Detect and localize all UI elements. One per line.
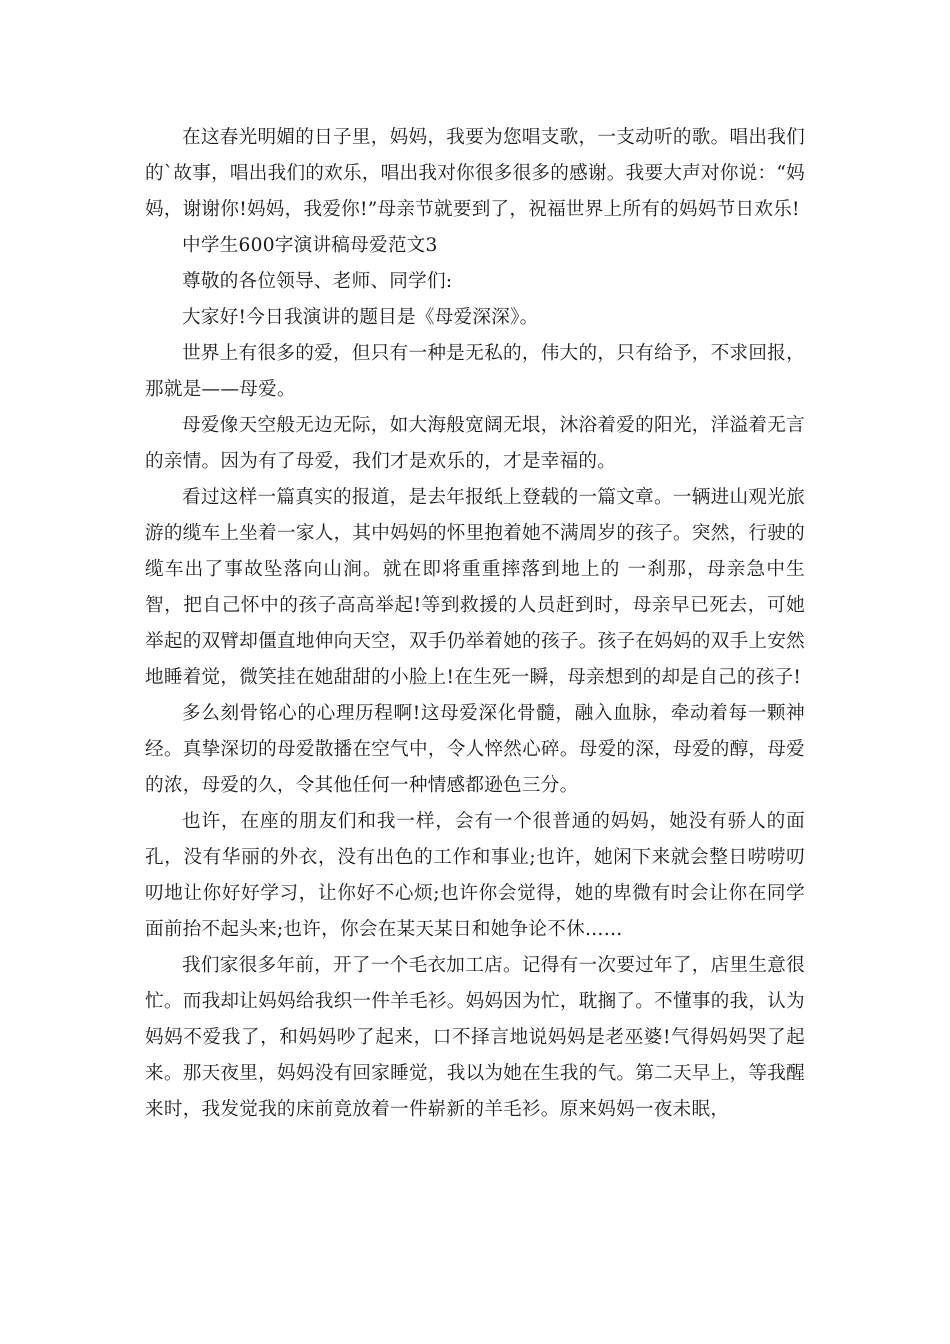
paragraph-reflection: 多么刻骨铭心的心理历程啊!这母爱深化骨髓，融入血脉，牵动着每一颗神经。真挚深切的母爱散播在空气中，令人悴然心碎。母爱的深，母爱的醇，母爱的浓，母爱的久，令其他任何一种情感都逊色三分。 [145,703,805,796]
salutation: 尊敬的各位领导、老师、同学们: [182,271,453,292]
paragraph-ordinary-mother: 也许，在座的朋友们和我一样，会有一个很普通的妈妈，她没有骄人的面孔，没有华丽的外衣，没有出色的工作和事业;也许，她闲下来就会整日唠唠叨叨地让你好好学习，让你好不心烦;也许你会觉得，她的卑微有时会让你在同学面前抬不起头来;也许，你会在某天某日和她争论不休…… [145,811,805,940]
document-body [145,120,805,1128]
speech-title-intro: 大家好!今日我演讲的题目是《母爱深深》。 [182,307,539,328]
paragraph-selfless-love: 世界上有很多的爱，但只有一种是无私的，伟大的，只有给予，不求回报，那就是——母爱。 [145,343,805,400]
section-heading: 中学生600字演讲稿母爱范文3 [182,235,438,256]
paragraph-boundless-love: 母爱像天空般无边无际，如大海般宽阔无垠，沐浴着爱的阳光，洋溢着无言的亲情。因为有了母爱，我们才是欢乐的，才是幸福的。 [145,415,805,472]
paragraph-cable-car-story: 看过这样一篇真实的报道，是去年报纸上登载的一篇文章。一辆进山观光旅游的缆车上坐着一家人，其中妈妈的怀里抱着她不满周岁的孩子。突然，行驶的缆车出了事故坠落向山涧。就在即将重重摔落到地上的 一刹那，母亲急中生智，把自己怀中的孩子高高举起!等到救援的人员赶到时，母亲早已死去，可她举起的双臂却僵直地伸向天空，双手仍举着她的孩子。孩子在妈妈的双手上安然地睡着觉，微笑挂在她甜甜的小脸上!在生死一瞬，母亲想到的却是自己的孩子! [145,487,805,688]
paragraph-mothers-day-song: 在这春光明媚的日子里，妈妈，我要为您唱支歌，一支动听的歌。唱出我们的`故事，唱出我们的欢乐，唱出我对你很多很多的感谢。我要大声对你说：“妈妈，谢谢你!妈妈，我爱你!”母亲节就要到了，祝福世界上所有的妈妈节日欢乐! [145,127,805,220]
paragraph-sweater-story: 我们家很多年前，开了一个毛衣加工店。记得有一次要过年了，店里生意很忙。而我却让妈妈给我织一件羊毛衫。妈妈因为忙，耽搁了。不懂事的我，认为妈妈不爱我了，和妈妈吵了起来，口不择言地说妈妈是老巫婆!气得妈妈哭了起来。那天夜里，妈妈没有回家睡觉，我以为她在生我的气。第二天早上，等我醒来时，我发觉我的床前竟放着一件崭新的羊毛衫。原来妈妈一夜未眠， [145,955,805,1120]
